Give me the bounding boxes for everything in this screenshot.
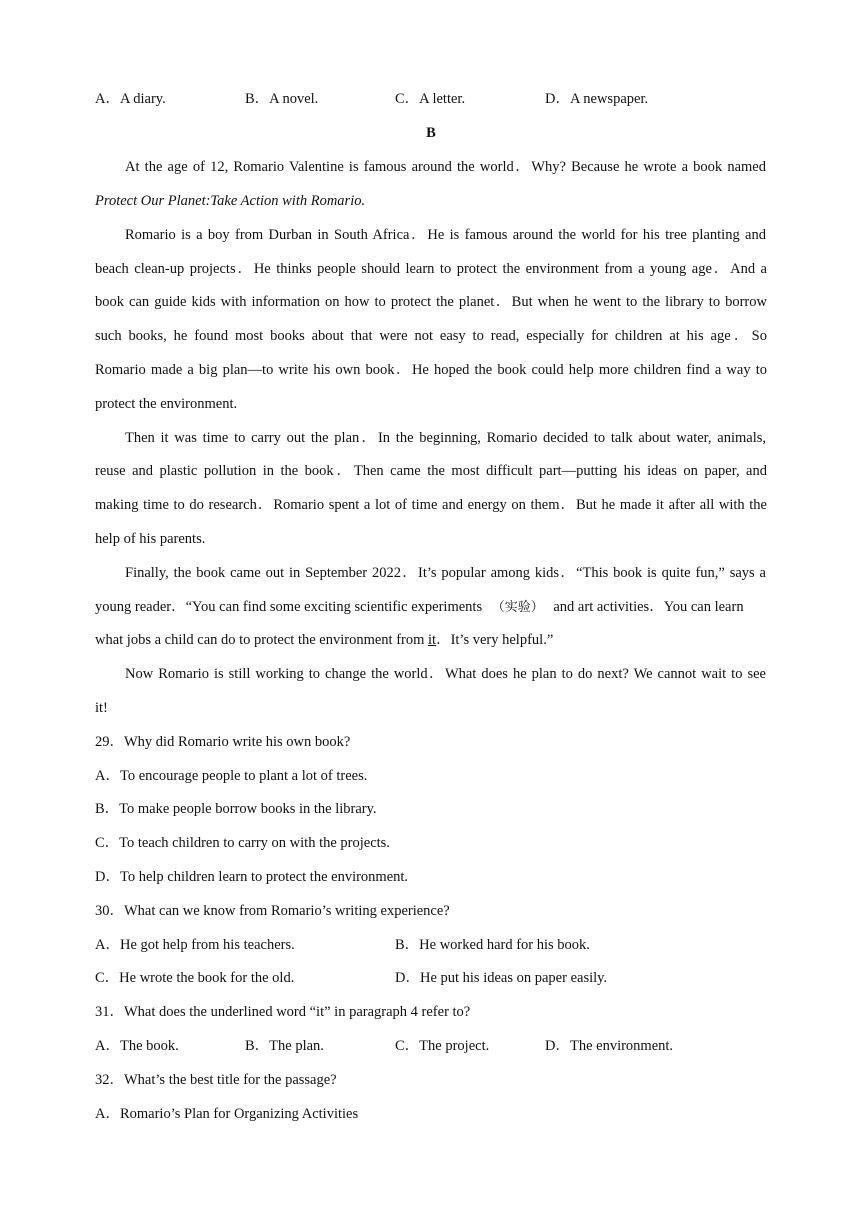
question-29-option-b: B．To make people borrow books in the library. [95,801,377,817]
question-29-stem: 29．Why did Romario write his own book? [95,734,351,750]
p4-line3-text-before: what jobs a child can do to protect the environment from [95,632,425,648]
question-30-option-c: C．He wrote the book for the old. [95,970,295,986]
question-31-stem: 31．What does the underlined word “it” in paragraph 4 refer to? [95,1004,471,1020]
option-b: B．A novel. [245,91,319,107]
option-c: C．A letter. [395,91,466,107]
option-d: D．A newspaper. [545,91,649,107]
passage-p2-line5: Romario made a big plan—to write his own book．He hoped the book could help more children find a way to [95,362,767,378]
section-label: B [426,125,436,141]
passage-p2-line4: such books, he found most books about that were not easy to read, especially for children at his age．So [95,328,767,344]
passage-p4-line1: Finally, the book came out in September 2022．It’s popular among kids．“This book is quite fun,” says a [125,565,766,581]
passage-p4-line3 [95,630,767,650]
question-31-option-c: C．The project. [395,1038,490,1054]
p4-line2-text-before: young reader．“You can find some exciting scientific experiments [95,599,483,615]
passage-p2-line3: book can guide kids with information on how to protect the planet．But when he went to the library to borrow [95,294,767,310]
question-30-stem: 30．What can we know from Romario’s writing experience? [95,903,450,919]
question-29-option-d: D．To help children learn to protect the environment. [95,869,409,885]
question-31-option-a: A．The book. [95,1038,179,1054]
passage-p3-line1: Then it was time to carry out the plan．In the beginning, Romario decided to talk about water, animals, [125,430,766,446]
question-32-stem: 32．What’s the best title for the passage? [95,1072,337,1088]
question-31-option-b: B．The plan. [245,1038,324,1054]
question-29-option-a: A．To encourage people to plant a lot of trees. [95,768,368,784]
p4-line2-text-after: and art activities．You can learn [553,599,744,615]
p4-line2-cjk-gloss: （实验） [491,600,544,615]
passage-p3-line4: help of his parents. [95,531,206,547]
passage-p1-line1: At the age of 12, Romario Valentine is famous around the world．Why? Because he wrote a book named [125,159,766,175]
question-32-option-a: A．Romario’s Plan for Organizing Activities [95,1106,359,1122]
passage-p5-line2: it! [95,700,108,716]
passage-p2-line2: beach clean-up projects．He thinks people should learn to protect the environment from a young age．And a [95,261,767,277]
passage-p3-line2: reuse and plastic pollution in the book．Then came the most difficult part—putting his ideas on paper, and [95,463,767,479]
passage-p2-line1: Romario is a boy from Durban in South Africa．He is famous around the world for his tree planting and [125,227,766,243]
passage-p3-line3: making time to do research．Romario spent a lot of time and energy on them．But he made it after all with the [95,497,767,513]
question-30-option-d: D．He put his ideas on paper easily. [395,970,608,986]
passage-p5-line1: Now Romario is still working to change the world．What does he plan to do next? We cannot wait to see [125,666,766,682]
question-31-option-d: D．The environment. [545,1038,674,1054]
passage-p4-line2 [95,597,767,618]
question-29-option-c: C．To teach children to carry on with the projects. [95,835,390,851]
passage-p2-line6: protect the environment. [95,396,238,412]
question-30-option-a: A．He got help from his teachers. [95,937,295,953]
book-title: Protect Our Planet:Take Action with Romario. [95,193,366,209]
underlined-word-it: it [428,632,437,648]
p4-line3-text-after: ．It’s very helpful.” [436,632,554,648]
option-a: A．A diary. [95,91,166,107]
question-30-option-b: B．He worked hard for his book. [395,937,590,953]
